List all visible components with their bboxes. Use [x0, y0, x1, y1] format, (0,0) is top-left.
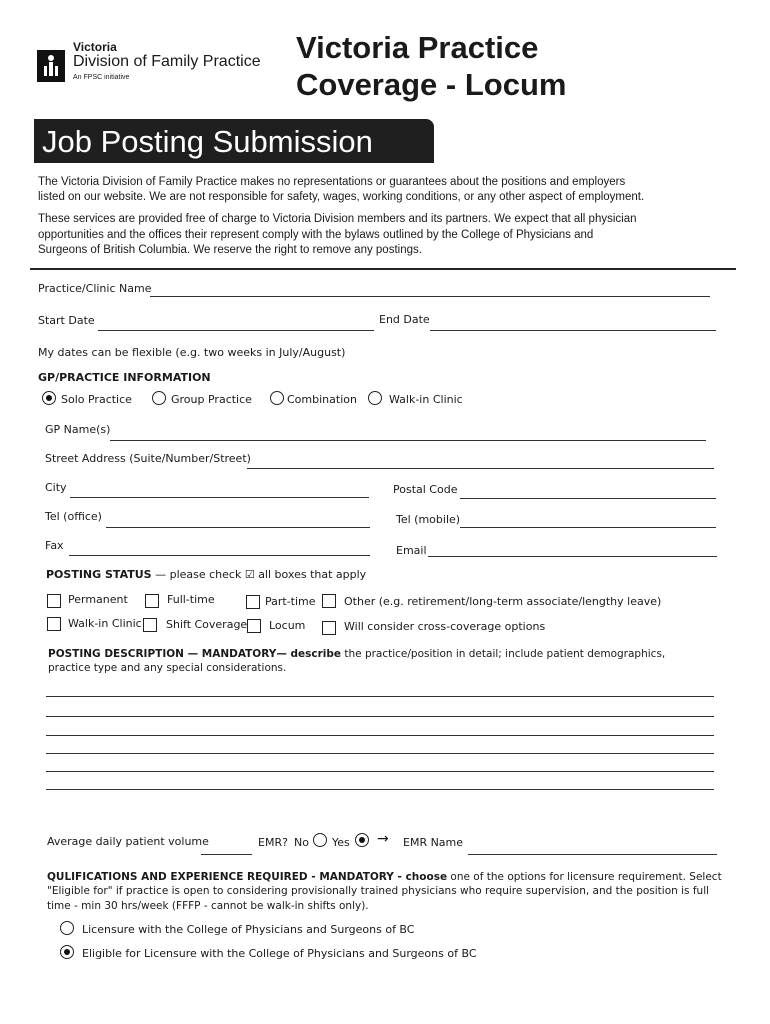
checkbox-walk-in-clinic[interactable] [47, 617, 61, 631]
label-solo-practice: Solo Practice [61, 393, 132, 406]
intro-line-5: Surgeons of British Columbia. We reserve the right to remove any postings. [38, 244, 422, 256]
postal-code-input[interactable] [460, 498, 716, 499]
qualifications-title: QULIFICATIONS AND EXPERIENCE REQUIRED - MANDATORY - choose [47, 871, 448, 883]
posting-description-text: the practice/position in detail; include patient demographics, [341, 648, 666, 660]
end-date-input[interactable] [430, 330, 716, 331]
email-label: Email [396, 544, 427, 557]
radio-group-practice[interactable] [152, 391, 166, 405]
page-title-line2: Coverage - Locum [296, 67, 567, 102]
emr-name-input[interactable] [468, 854, 717, 855]
page-title-line1: Victoria Practice [296, 30, 539, 65]
intro-line-2: listed on our website. We are not responsible for safety, wages, working conditions, or any other aspect of employment. [38, 191, 645, 203]
logo-line1: Victoria [73, 40, 117, 54]
start-date-input[interactable] [98, 330, 374, 331]
email-input[interactable] [428, 556, 717, 557]
radio-emr-yes[interactable] [355, 833, 369, 847]
label-eligible-licensure: Eligible for Licensure with the College of Physicians and Surgeons of BC [82, 947, 477, 960]
posting-status-heading [46, 568, 366, 581]
fax-label: Fax [45, 539, 64, 552]
street-address-input[interactable] [247, 468, 714, 469]
qualifications-text-1: one of the options for licensure requirement. Select [447, 871, 722, 883]
logo-line3: An FPSC initiative [73, 74, 130, 81]
label-part-time: Part-time [265, 595, 316, 608]
radio-eligible-licensure[interactable] [60, 945, 74, 959]
gp-names-label: GP Name(s) [45, 423, 111, 436]
radio-solo-practice[interactable] [42, 391, 56, 405]
label-walk-in-clinic: Walk-in Clinic [389, 393, 463, 406]
start-date-label: Start Date [38, 314, 95, 327]
checkbox-locum[interactable] [247, 619, 261, 633]
postal-code-label: Postal Code [393, 483, 458, 496]
qualifications-text-3: time - min 30 hrs/week (FFFP - cannot be walk-in shifts only). [47, 900, 369, 912]
banner-title: Job Posting Submission [42, 124, 373, 159]
qualifications-heading [47, 871, 722, 883]
description-line-3[interactable] [46, 735, 714, 736]
end-date-label: End Date [379, 313, 430, 326]
intro-line-3: These services are provided free of charge to Victoria Division members and its partners. We expect that all physician [38, 213, 637, 225]
tel-office-input[interactable] [106, 527, 370, 528]
radio-combination[interactable] [270, 391, 284, 405]
checkbox-other[interactable] [322, 594, 336, 608]
posting-status-title: POSTING STATUS [46, 568, 152, 581]
label-cross-coverage: Will consider cross-coverage options [344, 620, 546, 633]
gp-names-input[interactable] [110, 440, 706, 441]
posting-status-instruction: — please check ☑ all boxes that apply [151, 568, 367, 581]
description-line-6[interactable] [46, 789, 714, 790]
description-line-1[interactable] [46, 696, 714, 697]
checkbox-shift-coverage[interactable] [143, 618, 157, 632]
avg-volume-label: Average daily patient volume [47, 835, 209, 848]
label-locum: Locum [269, 619, 306, 632]
arrow-icon: → [377, 831, 389, 847]
label-permanent: Permanent [68, 593, 128, 606]
tel-mobile-input[interactable] [460, 527, 716, 528]
intro-line-1: The Victoria Division of Family Practice makes no representations or guarantees about the positions and employers [38, 176, 626, 188]
posting-description-heading [48, 648, 665, 660]
tel-office-label: Tel (office) [45, 510, 102, 523]
qualifications-text-2: "Eligible for" if practice is open to considering provisionally trained physicians who require supervision, and the position is full [47, 885, 710, 897]
label-group-practice: Group Practice [171, 393, 252, 406]
radio-emr-no[interactable] [313, 833, 327, 847]
street-address-label: Street Address (Suite/Number/Street) [45, 452, 251, 465]
label-combination: Combination [287, 393, 357, 406]
practice-name-label: Practice/Clinic Name [38, 282, 152, 295]
practice-name-input[interactable] [150, 296, 710, 297]
intro-line-4: opportunities and the offices their represent comply with the bylaws outlined by the College of Physicians and [38, 229, 594, 241]
flexible-dates-label: My dates can be flexible (e.g. two weeks in July/August) [38, 346, 346, 359]
emr-no-label: No [294, 836, 309, 849]
gp-info-heading: GP/PRACTICE INFORMATION [38, 371, 211, 384]
checkbox-full-time[interactable] [145, 594, 159, 608]
label-walk-in-clinic-status: Walk-in Clinic [68, 617, 142, 630]
checkbox-cross-coverage[interactable] [322, 621, 336, 635]
city-input[interactable] [70, 497, 369, 498]
radio-licensure[interactable] [60, 921, 74, 935]
city-label: City [45, 481, 67, 494]
logo-icon [37, 50, 65, 82]
label-other: Other (e.g. retirement/long-term associate/lengthy leave) [344, 595, 662, 608]
fax-input[interactable] [69, 555, 370, 556]
description-line-2[interactable] [46, 716, 714, 717]
posting-description-text-2: practice type and any special considerations. [48, 662, 287, 674]
emr-label: EMR? [258, 836, 288, 849]
label-full-time: Full-time [167, 593, 215, 606]
label-shift-coverage: Shift Coverage [166, 618, 248, 631]
posting-description-title: POSTING DESCRIPTION — MANDATORY— describe [48, 648, 342, 660]
description-line-5[interactable] [46, 771, 714, 772]
logo-line2: Division of Family Practice [73, 53, 261, 70]
checkbox-permanent[interactable] [47, 594, 61, 608]
divider [30, 268, 736, 270]
emr-name-label: EMR Name [403, 836, 464, 849]
label-licensure: Licensure with the College of Physicians and Surgeons of BC [82, 923, 415, 936]
radio-walk-in-clinic[interactable] [368, 391, 382, 405]
checkbox-part-time[interactable] [246, 595, 260, 609]
emr-yes-label: Yes [332, 836, 350, 849]
tel-mobile-label: Tel (mobile) [396, 513, 461, 526]
description-line-4[interactable] [46, 753, 714, 754]
avg-volume-input[interactable] [201, 854, 252, 855]
